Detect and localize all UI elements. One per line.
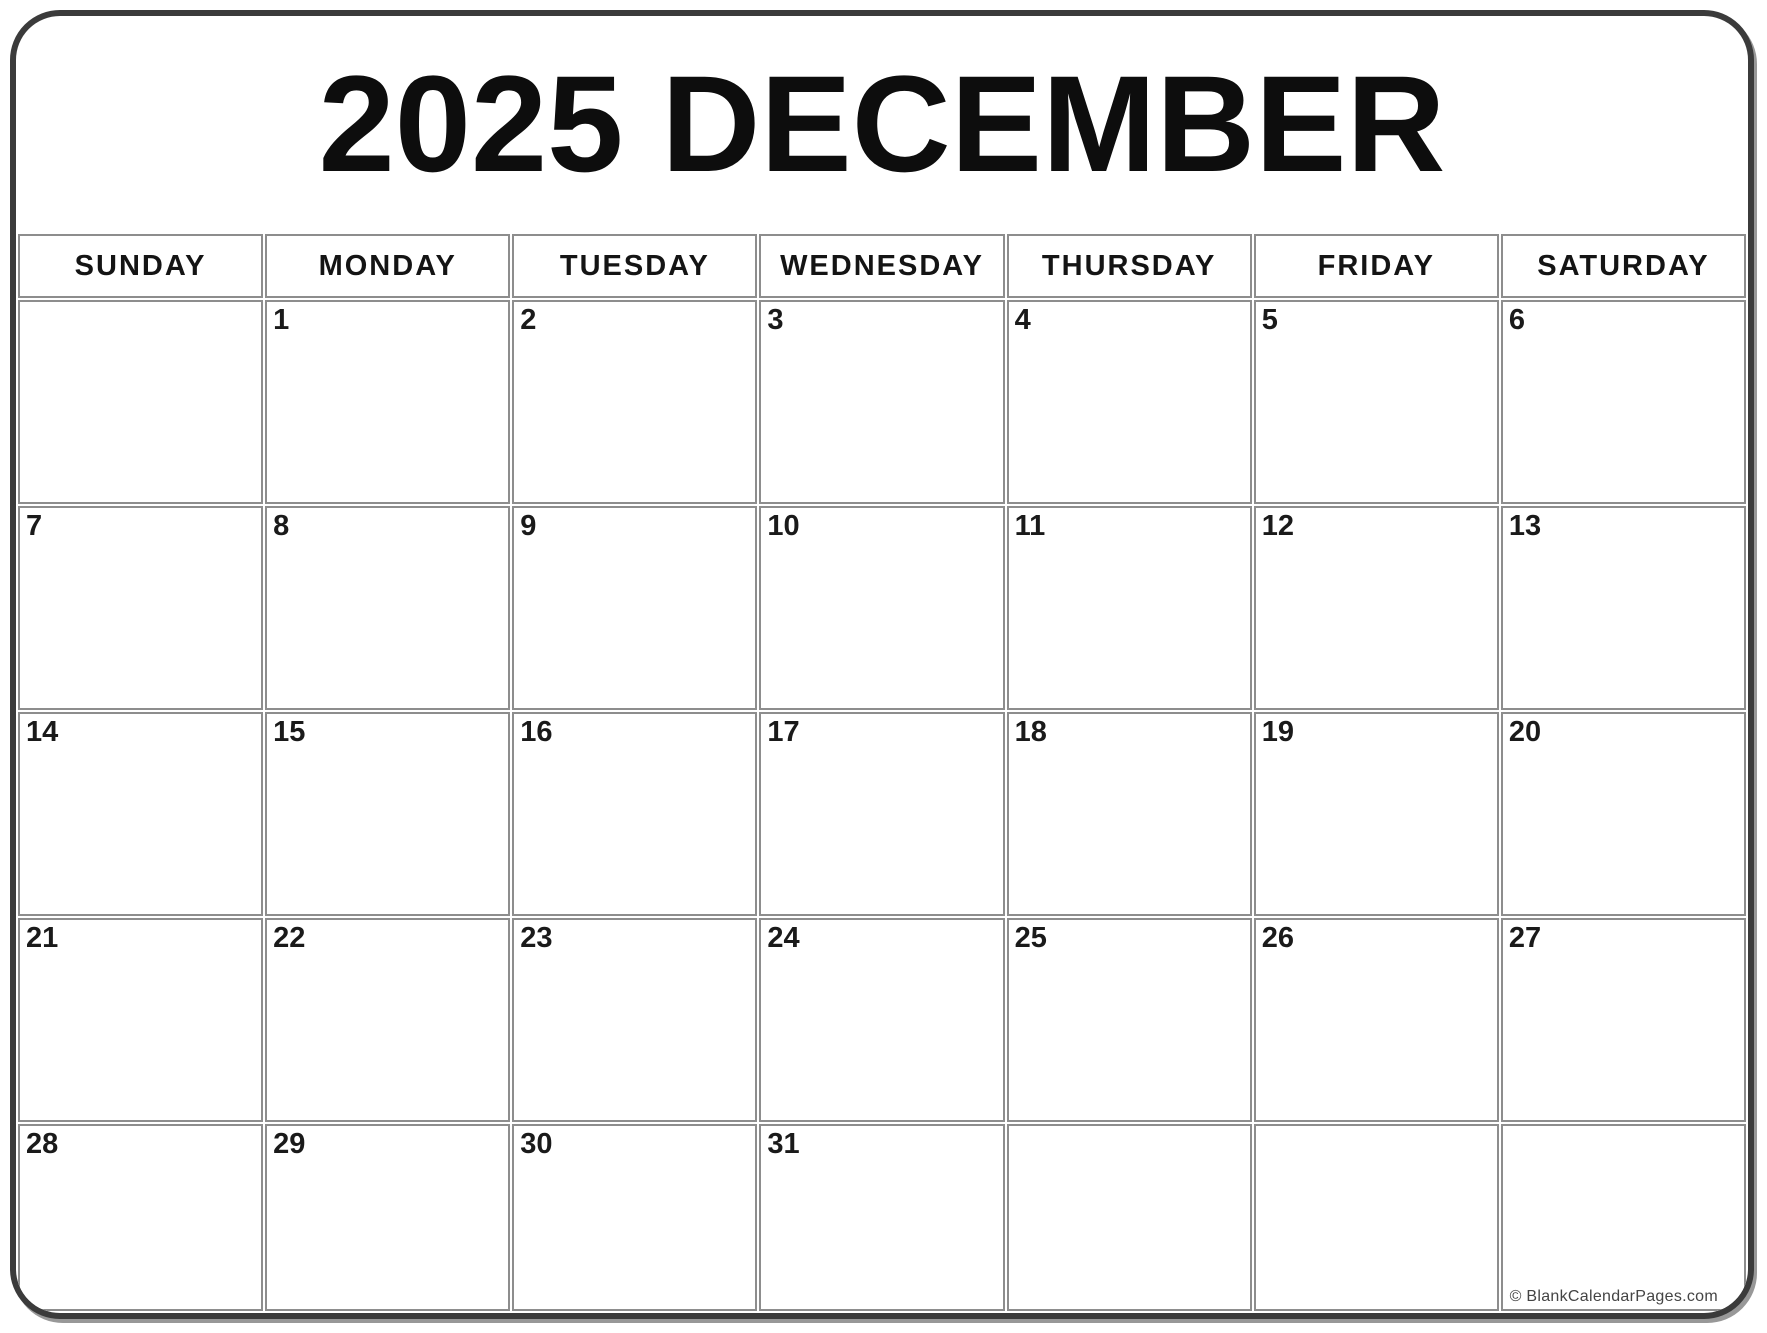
date-cell — [265, 506, 510, 710]
date-cell — [18, 918, 263, 1122]
date-number: 1 — [273, 304, 290, 336]
date-cell — [759, 506, 1004, 710]
date-number: 17 — [767, 716, 800, 748]
date-cell — [1501, 300, 1746, 504]
date-number: 21 — [26, 922, 59, 954]
date-cell — [759, 1124, 1004, 1311]
date-number: 8 — [273, 510, 290, 542]
date-cell — [1501, 712, 1746, 916]
date-number: 15 — [273, 716, 306, 748]
calendar-page — [10, 10, 1754, 1319]
date-cell — [1501, 1124, 1746, 1311]
week-row-1 — [18, 300, 1746, 504]
date-cell — [759, 300, 1004, 504]
date-cell — [759, 712, 1004, 916]
watermark-credit: © BlankCalendarPages.com — [1509, 1288, 1718, 1305]
date-cell — [512, 300, 757, 504]
date-cell — [1007, 506, 1252, 710]
date-cell — [1254, 300, 1499, 504]
date-number: 20 — [1508, 716, 1542, 748]
date-cell — [512, 918, 757, 1122]
date-number: 4 — [1014, 304, 1031, 336]
week-row-3 — [18, 712, 1746, 916]
date-number: 28 — [26, 1128, 59, 1160]
date-number: 29 — [273, 1128, 306, 1160]
date-cell — [512, 712, 757, 916]
date-cell — [18, 712, 263, 916]
date-number: 11 — [1014, 510, 1046, 542]
date-number: 30 — [520, 1128, 553, 1160]
date-number: 10 — [767, 510, 800, 542]
date-number: 18 — [1014, 716, 1047, 748]
date-number: 23 — [520, 922, 553, 954]
date-number: 5 — [1261, 304, 1278, 336]
date-cell — [18, 506, 263, 710]
calendar-grid — [16, 232, 1748, 1313]
date-cell — [1254, 1124, 1499, 1311]
weekday-header-thursday: THURSDAY — [1007, 234, 1252, 298]
date-number: 2 — [520, 304, 537, 336]
date-cell — [1007, 1124, 1252, 1311]
date-cell — [18, 300, 263, 504]
weekday-header-sunday: SUNDAY — [18, 234, 263, 298]
date-cell — [265, 918, 510, 1122]
weekday-header-row — [18, 234, 1746, 298]
week-row-4 — [18, 918, 1746, 1122]
date-cell — [1501, 918, 1746, 1122]
date-number: 16 — [520, 716, 553, 748]
date-cell — [1254, 506, 1499, 710]
date-cell — [759, 918, 1004, 1122]
date-cell — [265, 300, 510, 504]
date-number: 12 — [1261, 510, 1294, 542]
date-cell — [1007, 712, 1252, 916]
date-cell — [18, 1124, 263, 1311]
week-row-2 — [18, 506, 1746, 710]
date-cell — [1254, 918, 1499, 1122]
weekday-header-saturday: SATURDAY — [1501, 234, 1746, 298]
weekday-header-wednesday: WEDNESDAY — [759, 234, 1004, 298]
date-number: 31 — [767, 1128, 800, 1160]
date-cell — [512, 1124, 757, 1311]
date-number: 9 — [520, 510, 537, 542]
date-number: 22 — [273, 922, 306, 954]
date-number: 7 — [26, 510, 43, 542]
date-number: 6 — [1508, 304, 1525, 336]
page-title: 2025 DECEMBER — [318, 47, 1446, 201]
date-number: 25 — [1014, 922, 1047, 954]
weekday-header-tuesday: TUESDAY — [512, 234, 757, 298]
date-number: 27 — [1508, 922, 1542, 954]
date-cell — [512, 506, 757, 710]
date-cell — [265, 712, 510, 916]
title-row — [16, 16, 1748, 232]
date-number: 26 — [1261, 922, 1294, 954]
date-number: 13 — [1508, 510, 1542, 542]
date-cell — [1007, 918, 1252, 1122]
date-number: 14 — [26, 716, 59, 748]
date-cell — [1254, 712, 1499, 916]
weekday-header-friday: FRIDAY — [1254, 234, 1499, 298]
date-cell — [265, 1124, 510, 1311]
date-cell — [1501, 506, 1746, 710]
date-cell — [1007, 300, 1252, 504]
date-number: 19 — [1261, 716, 1294, 748]
date-number: 3 — [767, 304, 784, 336]
weekday-header-monday: MONDAY — [265, 234, 510, 298]
week-row-5 — [18, 1124, 1746, 1311]
date-number: 24 — [767, 922, 800, 954]
